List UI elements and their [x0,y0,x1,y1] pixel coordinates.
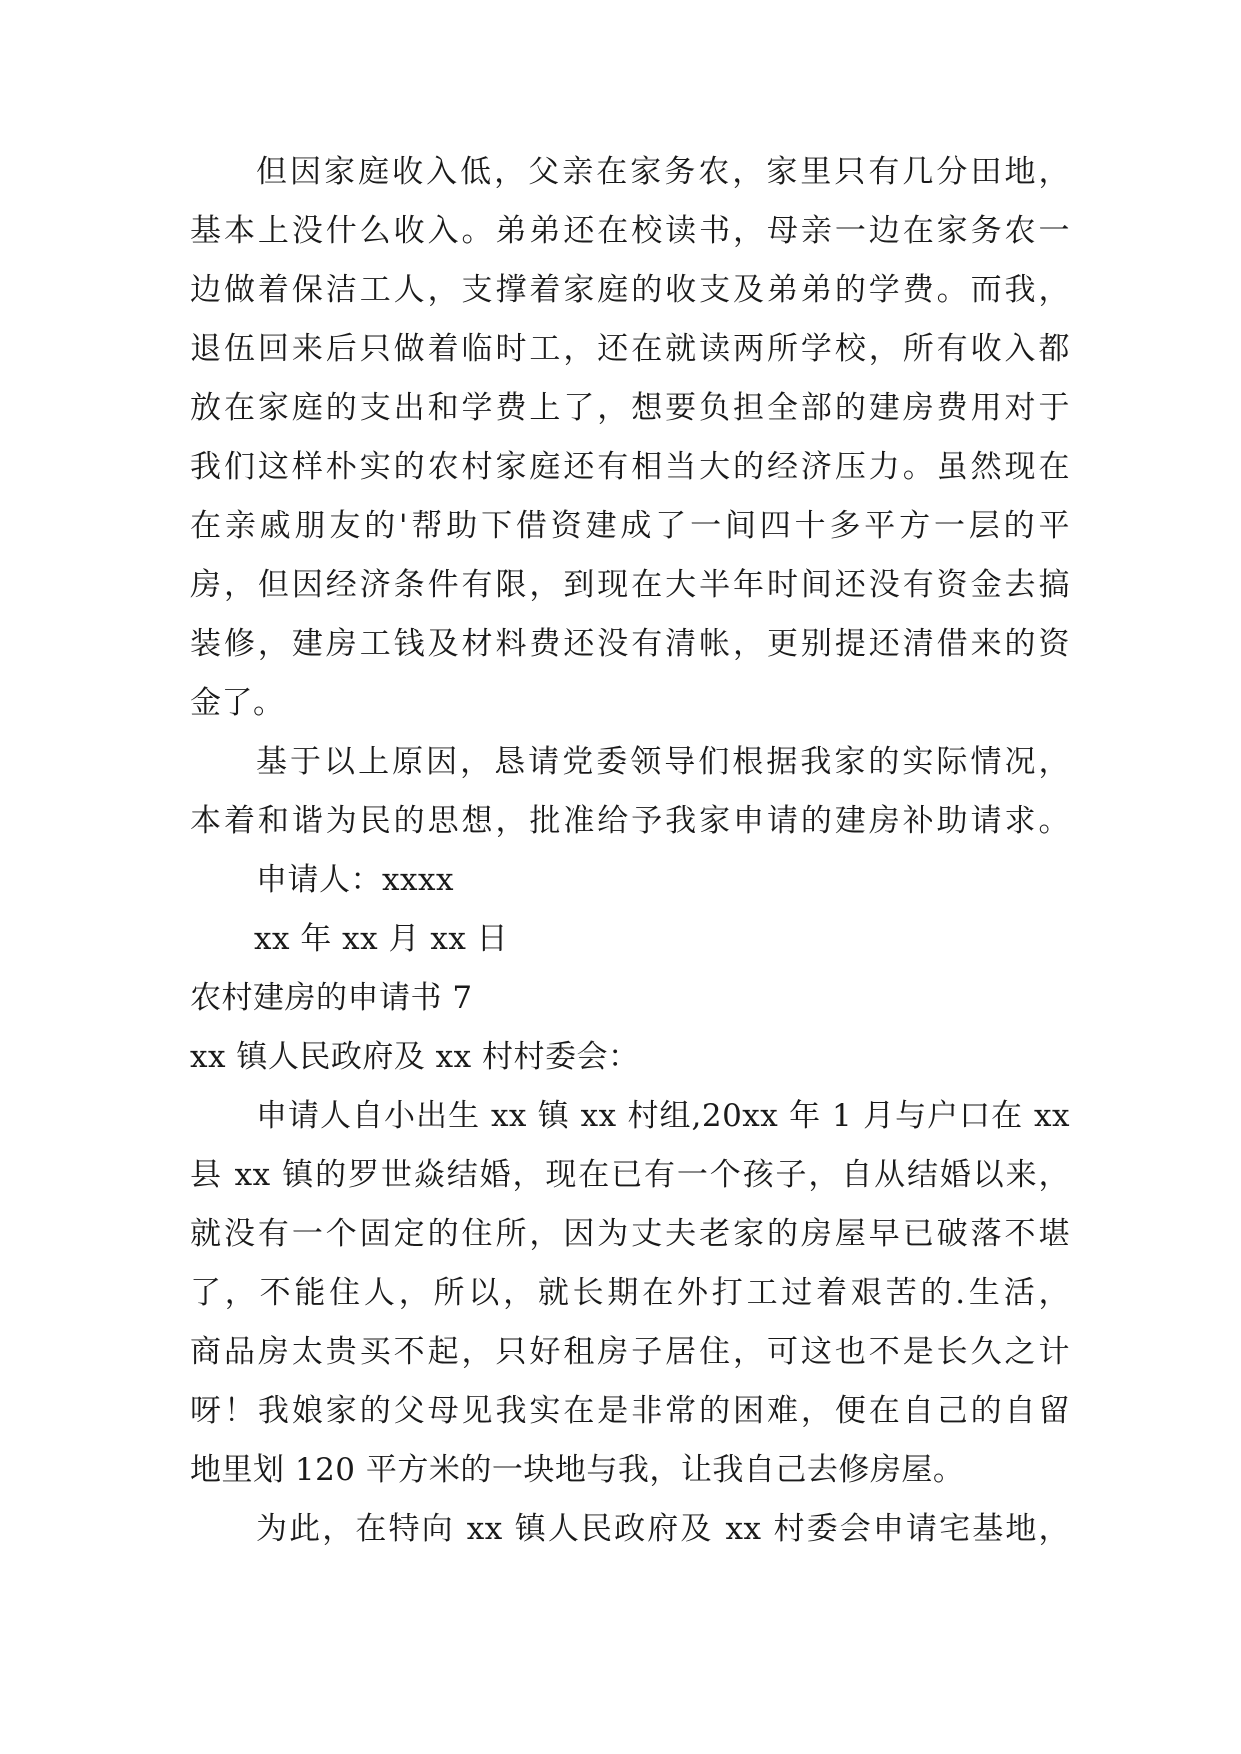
paragraph-line: 房，但因经济条件有限，到现在大半年时间还没有资金去搞 [190,567,1070,603]
paragraph-line: 但因家庭收入低，父亲在家务农，家里只有几分田地， [256,154,1070,190]
paragraph-line: 申请人自小出生 xx 镇 xx 村组,20xx 年 1 月与户口在 xx [256,1098,1070,1134]
paragraph-line: 了，不能住人，所以，就长期在外打工过着艰苦的.生活， [190,1275,1070,1311]
paragraph-line: 边做着保洁工人，支撑着家庭的收支及弟弟的学费。而我， [190,272,1070,308]
salutation: xx 镇人民政府及 xx 村村委会： [190,1039,640,1075]
paragraph-line: 县 xx 镇的罗世焱结婚，现在已有一个孩子，自从结婚以来， [190,1157,1070,1193]
paragraph-line: 金了。 [190,685,285,721]
paragraph-line: 商品房太贵买不起，只好租房子居住，可这也不是长久之计 [190,1334,1070,1370]
applicant-signature: 申请人：xxxx [256,862,454,898]
paragraph-line: 就没有一个固定的住所，因为丈夫老家的房屋早已破落不堪 [190,1216,1070,1252]
paragraph-line: 呀！我娘家的父母见我实在是非常的困难，便在自己的自留 [190,1393,1070,1429]
paragraph-line: 为此，在特向 xx 镇人民政府及 xx 村委会申请宅基地， [256,1511,1070,1547]
paragraph-line: 放在家庭的支出和学费上了，想要负担全部的建房费用对于 [190,390,1070,426]
section-title: 农村建房的申请书 7 [190,980,473,1016]
paragraph-line: 装修，建房工钱及材料费还没有清帐，更别提还清借来的资 [190,626,1070,662]
paragraph-line: 地里划 120 平方米的一块地与我，让我自己去修房屋。 [190,1452,965,1488]
paragraph-line: 在亲戚朋友的'帮助下借资建成了一间四十多平方一层的平 [190,508,1070,544]
paragraph-line: 退伍回来后只做着临时工，还在就读两所学校，所有收入都 [190,331,1070,367]
date-line: xx 年 xx 月 xx 日 [254,921,509,957]
paragraph-line: 我们这样朴实的农村家庭还有相当大的经济压力。虽然现在 [190,449,1070,485]
paragraph-line: 基本上没什么收入。弟弟还在校读书，母亲一边在家务农一 [190,213,1070,249]
paragraph-line: 本着和谐为民的思想，批准给予我家申请的建房补助请求。 [190,803,1070,839]
paragraph-line: 基于以上原因，恳请党委领导们根据我家的实际情况， [256,744,1070,780]
